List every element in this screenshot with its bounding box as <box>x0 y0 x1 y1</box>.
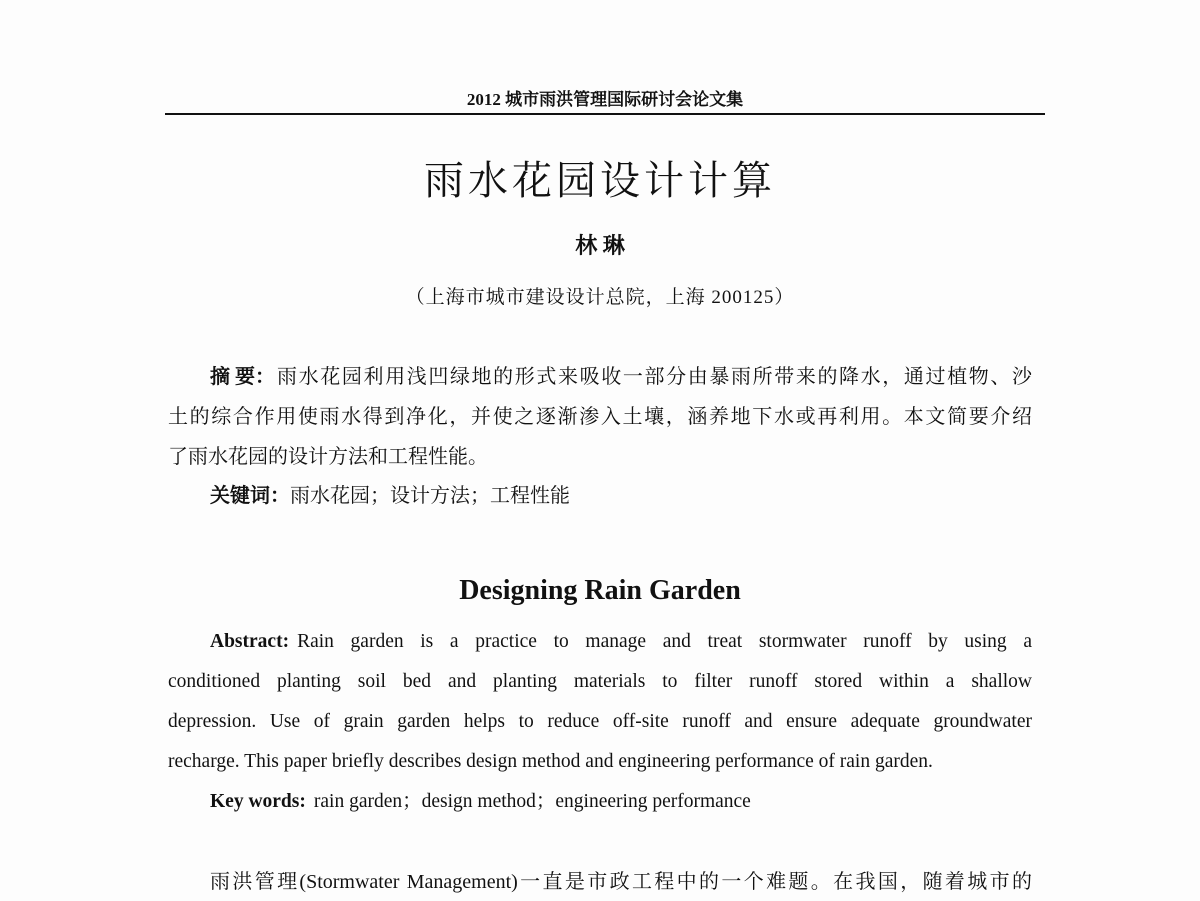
author: 林 琳 <box>575 233 625 258</box>
abstract-en-text: Rain garden is a practice to manage and treat stormwater runoff by using a <box>297 631 1032 652</box>
keywords-cn-text: 雨水花园；设计方法；工程性能 <box>290 485 570 507</box>
affiliation: （上海市城市建设设计总院，上海 200125） <box>405 287 795 308</box>
abstract-cn-line-3: 了雨水花园的设计方法和工程性能。 <box>168 446 488 468</box>
running-title: 2012 城市雨洪管理国际研讨会论文集 <box>466 90 744 109</box>
keywords-en-text: rain garden；design method；engineering performance <box>313 791 751 812</box>
abstract-en-line-2: conditioned planting soil bed and planting materials to filter runoff stored within a shallow <box>168 671 1032 692</box>
keywords-en-label: Key words: <box>210 791 306 812</box>
keywords-en <box>210 782 1010 822</box>
body-paragraph-line: 雨洪管理(Stormwater Management)一直是市政工程中的一个难题。在我国，随着城市的 <box>210 871 1032 893</box>
abstract-en-label: Abstract: <box>210 631 290 652</box>
abstract-cn-line-2: 土的综合作用使雨水得到净化，并使之逐渐渗入土壤，涵养地下水或再利用。本文简要介绍 <box>168 406 1032 428</box>
abstract-en-line-1 <box>210 622 1032 662</box>
abstract-cn-text: 雨水花园利用浅凹绿地的形式来吸收一部分由暴雨所带来的降水，通过植物、沙 <box>277 366 1032 388</box>
header-rule <box>165 113 1045 115</box>
keywords-cn <box>210 476 910 516</box>
abstract-cn-label: 摘 要： <box>210 366 275 388</box>
abstract-en-line-4: recharge. This paper briefly describes design method and engineering performance of rain garden. <box>168 751 933 772</box>
paper-title-en: Designing Rain Garden <box>459 575 741 606</box>
abstract-cn-line-1 <box>210 357 1032 397</box>
abstract-en-line-3: depression. Use of grain garden helps to reduce off-site runoff and ensure adequate groundwater <box>168 711 1032 732</box>
paper-title-cn: 雨水花园设计计算 <box>424 158 776 203</box>
keywords-cn-label: 关键词： <box>210 485 290 507</box>
